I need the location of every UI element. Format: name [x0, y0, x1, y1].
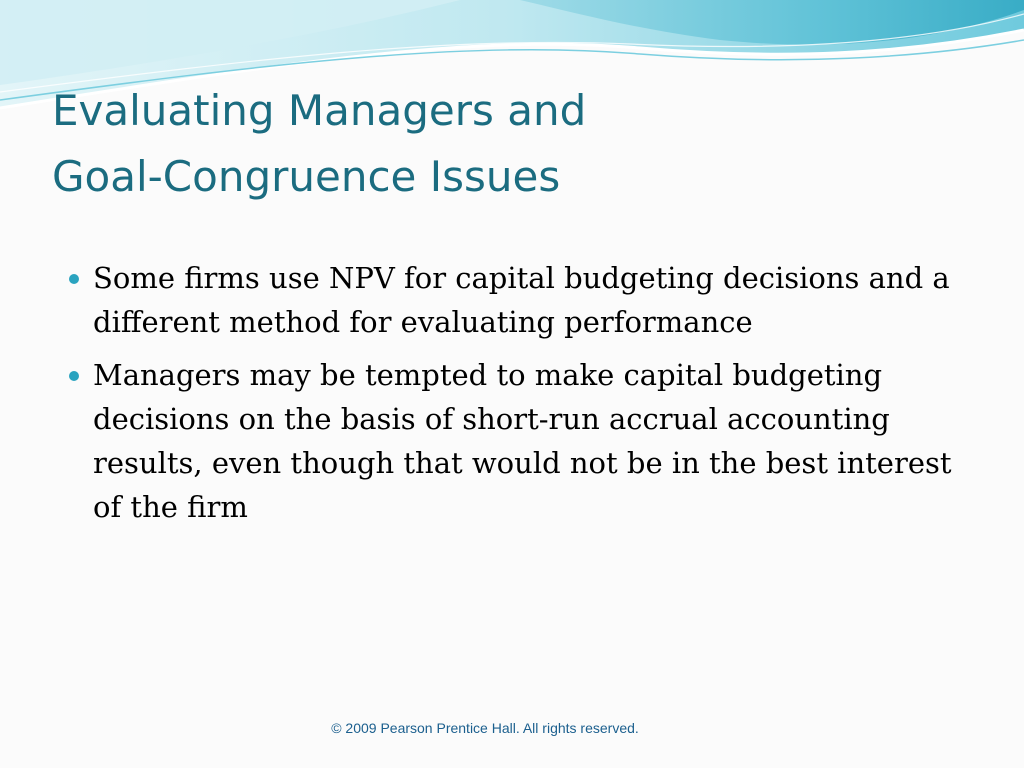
bullet-item	[66, 353, 966, 529]
bullet-text: Some firms use NPV for capital budgeting decisions and a different method for evaluating performance	[93, 261, 950, 339]
title-line-1: Evaluating Managers and	[52, 86, 587, 135]
slide-title	[52, 78, 586, 210]
title-line-2: Goal-Congruence Issues	[52, 152, 561, 201]
bullet-item	[66, 256, 966, 344]
bullet-text: Managers may be tempted to make capital budgeting decisions on the basis of short-run accrual accounting results, even though that would not be in the best interest of the firm	[93, 358, 952, 524]
copyright-footer: © 2009 Pearson Prentice Hall. All rights reserved.	[331, 720, 639, 736]
bullet-dot-icon	[69, 274, 79, 284]
bullet-list	[66, 256, 966, 538]
bullet-dot-icon	[69, 371, 79, 381]
